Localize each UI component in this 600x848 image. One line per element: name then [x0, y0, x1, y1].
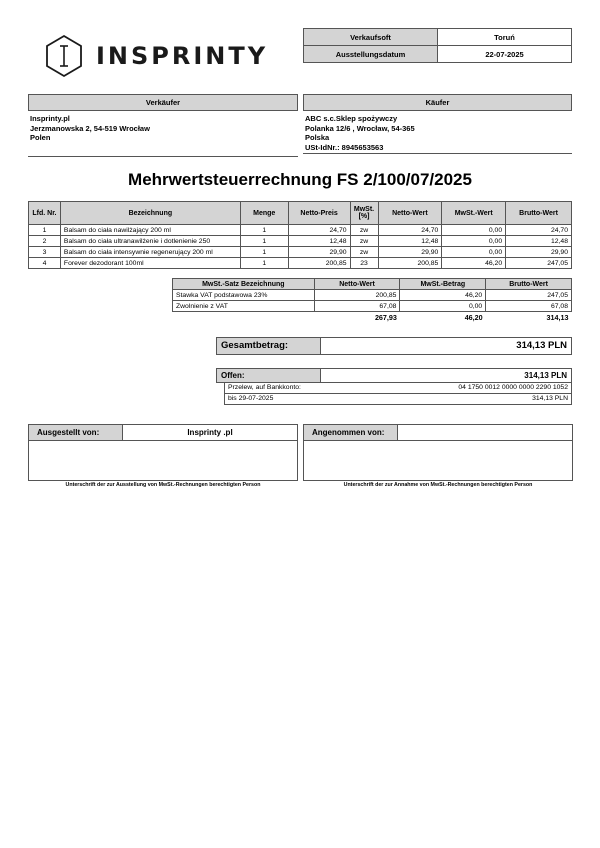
vat-header-row — [173, 279, 572, 290]
item-qty: 1 — [240, 247, 288, 258]
item-qty: 1 — [240, 236, 288, 247]
item-nr: 2 — [29, 236, 61, 247]
vat-rate-gross: 67,08 — [486, 301, 572, 312]
company-logo — [44, 34, 269, 78]
col-header-lfd: Lfd. Nr. — [29, 202, 61, 225]
open-amount-section — [216, 368, 572, 405]
payment-method-row — [224, 383, 572, 394]
seller-address: Jerzmanowska 2, 54-519 Wrocław — [30, 123, 150, 133]
seller-header: Verkäufer — [28, 94, 298, 111]
item-vat: 0,00 — [442, 247, 506, 258]
grand-total-box — [216, 337, 572, 355]
due-amount: 314,13 PLN — [532, 395, 568, 402]
buyer-header: Käufer — [303, 94, 572, 111]
vat-rate-vat: 0,00 — [400, 301, 486, 312]
item-rate: zw — [350, 236, 378, 247]
seller-divider — [28, 155, 298, 157]
receiver-signature-caption: Unterschrift der zur Annahme von MwSt.-Rechnungen berechtigten Person — [343, 482, 533, 488]
col-header-bezeichnung: Bezeichnung — [60, 202, 240, 225]
item-rate: zw — [350, 225, 378, 236]
col-header-netto-wert: Netto-Wert — [378, 202, 442, 225]
item-gross: 247,05 — [506, 258, 572, 269]
item-nr: 1 — [29, 225, 61, 236]
bank-account-number: 04 1750 0012 0000 0000 2290 1052 — [458, 384, 568, 391]
meta-row-place — [304, 29, 572, 46]
buyer-country: Polska — [305, 133, 330, 142]
vat-summary-table — [172, 278, 572, 323]
buyer-address: Polanka 12/6 , Wrocław, 54-365 — [305, 123, 415, 133]
col-header-brutto-wert: Brutto-Wert — [506, 202, 572, 225]
item-vat: 46,20 — [442, 258, 506, 269]
invoice-title: Mehrwertsteuerrechnung FS 2/100/07/2025 — [128, 170, 472, 189]
buyer-section — [303, 94, 572, 154]
item-gross: 12,48 — [506, 236, 572, 247]
col-header-netto-preis: Netto-Preis — [288, 202, 350, 225]
issuer-label: Ausgestellt von: — [29, 425, 123, 441]
buyer-divider — [303, 152, 572, 154]
item-net-price: 12,48 — [288, 236, 350, 247]
open-amount-box — [216, 368, 572, 383]
item-net: 200,85 — [378, 258, 442, 269]
item-vat: 0,00 — [442, 225, 506, 236]
buyer-vat-id: USt-IdNr.: 8945653563 — [305, 142, 384, 152]
vat-rate-name: Zwolnienie z VAT — [173, 301, 315, 312]
item-name: Balsam do ciała nawilżający 200 ml — [60, 225, 240, 236]
buyer-details — [303, 111, 572, 152]
grand-total-label: Gesamtbetrag: — [217, 338, 321, 354]
meta-label: Verkaufsoft — [304, 29, 438, 46]
issuer-name: Insprinty .pl — [123, 425, 297, 441]
vat-total-net: 267,93 — [374, 312, 397, 322]
issuer-signature-caption: Unterschrift der zur Ausstellung von MwSt.-Rechnungen berechtigten Person — [65, 482, 261, 488]
seller-section — [28, 94, 298, 157]
col-header-mwst-wert: MwSt.-Wert — [442, 202, 506, 225]
items-header-row — [29, 202, 572, 225]
vat-rate-gross: 247,05 — [486, 290, 572, 301]
open-amount-value: 314,13 PLN — [524, 371, 567, 380]
item-name: Balsam do ciała intensywnie regenerujący 200 ml — [60, 247, 240, 258]
vat-total-gross: 314,13 — [546, 312, 569, 322]
issuer-signature-box — [28, 424, 298, 481]
vat-col-gross: Brutto-Wert — [486, 279, 572, 290]
invoice-meta-table — [303, 28, 572, 63]
item-rate: zw — [350, 247, 378, 258]
item-gross: 24,70 — [506, 225, 572, 236]
item-rate: 23 — [350, 258, 378, 269]
item-nr: 3 — [29, 247, 61, 258]
vat-rate-net: 200,85 — [314, 290, 400, 301]
table-row — [173, 290, 572, 301]
item-net: 24,70 — [378, 225, 442, 236]
receiver-label: Angenommen von: — [304, 425, 398, 441]
item-net-price: 29,90 — [288, 247, 350, 258]
vat-col-name: MwSt.-Satz Bezeichnung — [173, 279, 315, 290]
vat-rate-name: Stawka VAT podstawowa 23% — [173, 290, 315, 301]
seller-details — [28, 111, 298, 143]
vat-rate-vat: 46,20 — [400, 290, 486, 301]
meta-row-date — [304, 46, 572, 63]
buyer-name: ABC s.c.Sklep spożywczy — [305, 114, 398, 123]
item-net-price: 200,85 — [288, 258, 350, 269]
due-date-row — [224, 394, 572, 405]
vat-col-vat: MwSt.-Betrag — [400, 279, 486, 290]
grand-total-value: 314,13 PLN — [516, 340, 567, 351]
table-row — [29, 247, 572, 258]
item-net: 29,90 — [378, 247, 442, 258]
vat-total-vat: 46,20 — [464, 312, 483, 322]
vat-rate-net: 67,08 — [314, 301, 400, 312]
item-name: Balsam do ciała ultranawilżenie i dotlenienie 250 — [60, 236, 240, 247]
table-row — [29, 225, 572, 236]
col-header-menge: Menge — [240, 202, 288, 225]
item-net: 12,48 — [378, 236, 442, 247]
table-row — [29, 236, 572, 247]
table-row — [29, 258, 572, 269]
vat-col-net: Netto-Wert — [314, 279, 400, 290]
item-name: Forever dezodorant 100ml — [60, 258, 240, 269]
due-date-label: bis 29-07-2025 — [228, 395, 274, 402]
item-qty: 1 — [240, 225, 288, 236]
hexagon-logo-icon — [44, 34, 84, 78]
table-row — [173, 301, 572, 312]
vat-totals-spacer — [173, 312, 315, 323]
vat-totals-row — [173, 312, 572, 323]
item-vat: 0,00 — [442, 236, 506, 247]
meta-label: Ausstellungsdatum — [304, 46, 438, 63]
payment-method-label: Przelew, auf Bankkonto: — [228, 384, 301, 391]
seller-country: Polen — [30, 133, 51, 142]
receiver-signature-box — [303, 424, 573, 481]
item-nr: 4 — [29, 258, 61, 269]
col-header-mwst-rate: MwSt. [%] — [350, 202, 378, 225]
seller-name: Insprinty.pl — [30, 114, 70, 123]
item-net-price: 24,70 — [288, 225, 350, 236]
items-table — [28, 201, 572, 269]
item-qty: 1 — [240, 258, 288, 269]
logo-wordmark: INSPRINTY — [96, 42, 269, 70]
item-gross: 29,90 — [506, 247, 572, 258]
meta-value: 22-07-2025 — [438, 46, 572, 63]
open-amount-label: Offen: — [217, 369, 321, 382]
receiver-name — [398, 425, 572, 441]
meta-value: Toruń — [438, 29, 572, 46]
